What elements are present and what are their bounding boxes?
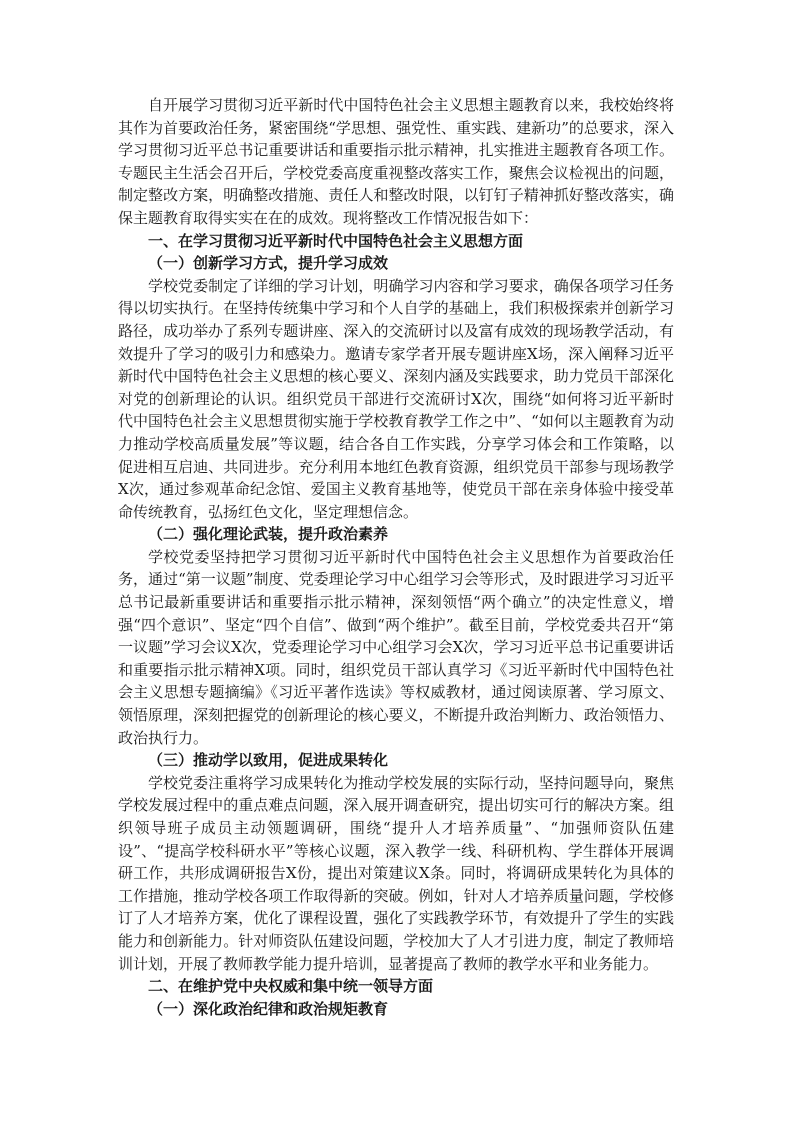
section-2-heading: 二、在维护党中央权威和集中统一领导方面 bbox=[148, 977, 434, 996]
section-1-heading: 一、在学习贯彻习近平新时代中国特色社会主义思想方面 bbox=[148, 231, 524, 250]
section-1-sub-3-body: 学校党委注重将学习成果转化为推动学校发展的实际行动，坚持问题导向，聚焦学校发展过程中的重点难点问题，深入展开调查研究，提出切实可行的解决方案。组织领导班子成员主动领题调研，围绕“提升人才培养质量”、“加强师资队伍建设”、“提高学校科研水平”等核心议题，深入教学一线、科研机构、学生群体开展调研工作，共形成调研报告X份，提出对策建议X条。同时，将调研成果转化为具体的工作措施，推动学校各项工作取得新的突破。例如，针对人才培养质量问题，学校修订了人才培养方案，优化了课程设置，强化了实践教学环节，有效提升了学生的实践能力和创新能力。针对师资队伍建设问题，学校加大了人才引进力度，制定了教师培训计划，开展了教师教学能力提升培训，显著提高了教师的教学水平和业务能力。 bbox=[118, 773, 674, 973]
section-1-sub-3-heading: （三）推动学以致用，促进成果转化 bbox=[148, 751, 389, 770]
section-1-sub-1-heading: （一）创新学习方式，提升学习成效 bbox=[148, 254, 389, 273]
document-body bbox=[118, 94, 674, 1020]
section-2-sub-1-heading: （一）深化政治纪律和政治规矩教育 bbox=[148, 999, 389, 1018]
section-1-sub-2-heading: （二）强化理论武装，提升政治素养 bbox=[148, 525, 389, 544]
intro-paragraph: 自开展学习贯彻习近平新时代中国特色社会主义思想主题教育以来，我校始终将其作为首要政治任务，紧密围绕“学思想、强党性、重实践、建新功”的总要求，深入学习贯彻习近平总书记重要讲话和重要指示批示精神，扎实推进主题教育各项工作。专题民主生活会召开后，学校党委高度重视整改落实工作，聚焦会议检视出的问题，制定整改方案，明确整改措施、责任人和整改时限，以钉钉子精神抓好整改落实，确保主题教育取得实实在在的成效。现将整改工作情况报告如下： bbox=[118, 96, 674, 227]
section-1-sub-2-body: 学校党委坚持把学习贯彻习近平新时代中国特色社会主义思想作为首要政治任务，通过“第一议题”制度、党委理论学习中心组学习会等形式，及时跟进学习习近平总书记最新重要讲话和重要指示批示精神，深刻领悟“两个确立”的决定性意义，增强“四个意识”、坚定“四个自信”、做到“两个维护”。截至目前，学校党委共召开“第一议题”学习会议X次，党委理论学习中心组学习会X次，学习习近平总书记重要讲话和重要指示批示精神X项。同时，组织党员干部认真学习《习近平新时代中国特色社会主义思想专题摘编》《习近平著作选读》等权威教材，通过阅读原著、学习原文、领悟原理，深刻把握党的创新理论的核心要义，不断提升政治判断力、政治领悟力、政治执行力。 bbox=[118, 547, 674, 747]
section-1-sub-1-body: 学校党委制定了详细的学习计划，明确学习内容和学习要求，确保各项学习任务得以切实执行。在坚持传统集中学习和个人自学的基础上，我们积极探索并创新学习路径，成功举办了系列专题讲座、深入的交流研讨以及富有成效的现场教学活动，有效提升了学习的吸引力和感染力。邀请专家学者开展专题讲座X场，深入阐释习近平新时代中国特色社会主义思想的核心要义、深刻内涵及实践要求，助力党员干部深化对党的创新理论的认识。组织党员干部进行交流研讨X次，围绕“如何将习近平新时代中国特色社会主义思想贯彻实施于学校教育教学工作之中”、“如何以主题教育为动力推动学校高质量发展”等议题，结合各自工作实践，分享学习体会和工作策略，以促进相互启迪、共同进步。充分利用本地红色教育资源，组织党员干部参与现场教学X次，通过参观革命纪念馆、爱国主义教育基地等，使党员干部在亲身体验中接受革命传统教育，弘扬红色文化，坚定理想信念。 bbox=[118, 276, 674, 521]
